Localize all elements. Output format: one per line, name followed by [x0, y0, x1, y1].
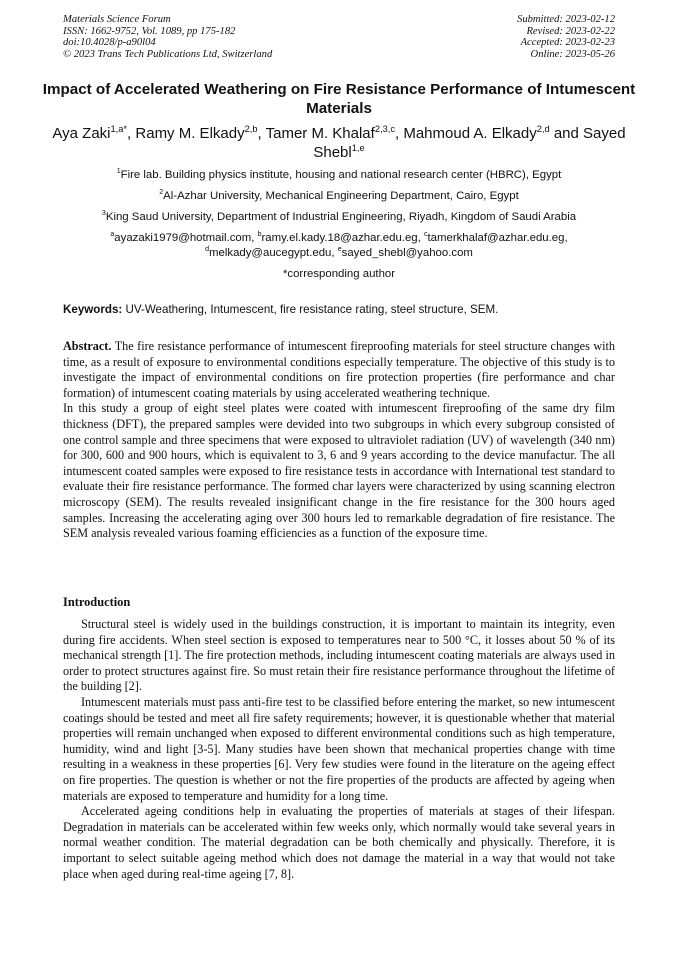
- abstract: [63, 339, 615, 542]
- journal-name: Materials Science Forum: [63, 14, 171, 25]
- author-affiliation-mark: 2,b: [244, 124, 258, 134]
- abstract-text: The fire resistance performance of intumescent fireproofing materials for steel structure changes with time, as a result of exposure to environmental conditions especially temperature. The objective of this study is to investigate the impact of environmental conditions on fire protection properties (fire performance and char formation) of intumescent coating materials by using accelerated weathering technique.: [63, 339, 615, 400]
- email-address: tamerkhalaf@azhar.edu.eg,: [427, 232, 568, 244]
- affiliation-3: [30, 210, 648, 225]
- affiliation-text: King Saud University, Department of Industrial Engineering, Riyadh, Kingdom of Saudi Arabia: [105, 211, 577, 223]
- body-paragraph: Intumescent materials must pass anti-fire test to be classified before entering the market, so new intumescent coatings should be tested and meet all fire safety requirements; however, it is questionable whether that material properties will remain unchanged when exposed to different environmental conditions such as high temperature, humidity, wind and light [3-5]. Many studies have been shown that mechanical properties change with time resulting in a weakness in these properties [6]. Very few studies were found in the literature on the ageing effect on fire properties. The question is whether or not the fire properties of the products are affected by ageing when materials are exposed to temperature and humidity for a long time.: [63, 694, 615, 803]
- journal-header-right: [517, 14, 615, 60]
- online-date: Online: 2023-05-26: [530, 48, 615, 60]
- affiliation-text: Al-Azhar University, Mechanical Engineering Department, Cairo, Egypt: [163, 190, 519, 202]
- email-address: ramy.el.kady.18@azhar.edu.eg,: [261, 232, 424, 244]
- email-line-2: [30, 246, 648, 261]
- body-paragraph: Structural steel is widely used in the buildings construction, it is important to maintain its integrity, even during fire accidents. When steel section is exposed to temperatures near to 500 °C, it losses about 50 % of its mechanical strength [1]. The fire protection methods, including intumescent coating materials are always used in order to protect structures against fire. So must retain their fire resistance performance throughout the lifetime of the building [2].: [63, 617, 615, 694]
- keywords: [63, 302, 615, 317]
- doi-line: doi:10.4028/p-a90l04: [63, 37, 156, 49]
- author-name: Ramy M. Elkady: [135, 125, 245, 142]
- author-separator: ,: [394, 125, 404, 142]
- abstract-paragraph: [63, 339, 615, 401]
- email-address: ayazaki1979@hotmail.com,: [114, 232, 258, 244]
- email-address: melkady@aucegypt.edu,: [209, 247, 338, 259]
- paper-title: Impact of Accelerated Weathering on Fire Resistance Performance of Intumescent Materials: [42, 81, 636, 117]
- abstract-label: Abstract.: [63, 339, 112, 353]
- author-separator: ,: [127, 125, 136, 142]
- author-separator: ,: [257, 125, 266, 142]
- email-mark: e: [337, 246, 342, 254]
- author-name: Mahmoud A. Elkady: [403, 125, 537, 142]
- author-name: and Sayed Shebl: [313, 125, 626, 161]
- affiliation-mark: 2: [159, 189, 164, 197]
- email-mark: a: [110, 231, 115, 239]
- email-mark: c: [423, 231, 428, 239]
- email-address: sayed_shebl@yahoo.com: [341, 247, 473, 259]
- body-paragraph: Accelerated ageing conditions help in evaluating the properties of materials at stages of their lifespan. Degradation in materials can be accelerated within few weeks only, which normally would take several years in normal weather condition. The material degradation can be both chemically and physically. Therefore, it is important to select suitable ageing method which does not damage the material in a way that would not take place when aged during real-time ageing [7, 8].: [63, 804, 615, 881]
- author-name: Aya Zaki: [52, 125, 111, 142]
- submitted-date: Submitted: 2023-02-12: [517, 14, 615, 25]
- issn-line: ISSN: 1662-9752, Vol. 1089, pp 175-182: [63, 25, 236, 37]
- email-mark: b: [257, 231, 262, 239]
- email-mark: d: [205, 246, 210, 254]
- accepted-date: Accepted: 2023-02-23: [520, 37, 615, 49]
- author-affiliation-mark: 2,3,c: [374, 124, 395, 134]
- journal-header-left: [63, 14, 272, 60]
- affiliation-mark: 1: [116, 168, 121, 176]
- author-name: Tamer M. Khalaf: [265, 125, 375, 142]
- abstract-paragraph: In this study a group of eight steel plates were coated with intumescent fireproofing of the same dry film thickness (DFT), the prepared samples were devided into two subgroups in which every subgroup consisted of one control sample and three specimens that were exposed to ultraviolet radiation (UV) of wavelength (340 nm) for 300, 600 and 900 hours, which is equivalent to 3, 6 and 9 years according to the device manufactur. The all intumescent coated samples were exposed to fire resistance tests in accordance with International test standard to evaluate their fire resistance performance. The formed char layers were characterized by using scanning electron microscopy (SEM). The results revealed insignificant change in the fire resistance for the 300 hours aged samples. Increasing the accelerating aging over 300 hours led to remarkable degradation of fire resistance. The SEM analysis revealed various foaming efficiencies as a function of the exposure time.: [63, 401, 615, 541]
- affiliation-text: Fire lab. Building physics institute, housing and national research center (HBRC), Egypt: [120, 169, 562, 181]
- author-list: [40, 124, 638, 162]
- author-affiliation-mark: 1,e: [351, 143, 365, 153]
- corresponding-author-note: *corresponding author: [282, 268, 396, 280]
- affiliation-2: [30, 189, 648, 204]
- affiliation-mark: 3: [101, 210, 106, 218]
- author-affiliation-mark: 2,d: [536, 124, 550, 134]
- section-heading: Introduction: [63, 595, 131, 609]
- keywords-label: Keywords:: [63, 303, 123, 316]
- keywords-text: UV-Weathering, Intumescent, fire resistance rating, steel structure, SEM.: [122, 303, 499, 316]
- introduction-body: [63, 617, 615, 882]
- revised-date: Revised: 2023-02-22: [526, 25, 615, 37]
- copyright-line: © 2023 Trans Tech Publications Ltd, Switzerland: [63, 48, 273, 60]
- email-line-1: [30, 231, 648, 246]
- affiliation-1: [30, 168, 648, 183]
- author-affiliation-mark: 1,a*: [110, 124, 128, 134]
